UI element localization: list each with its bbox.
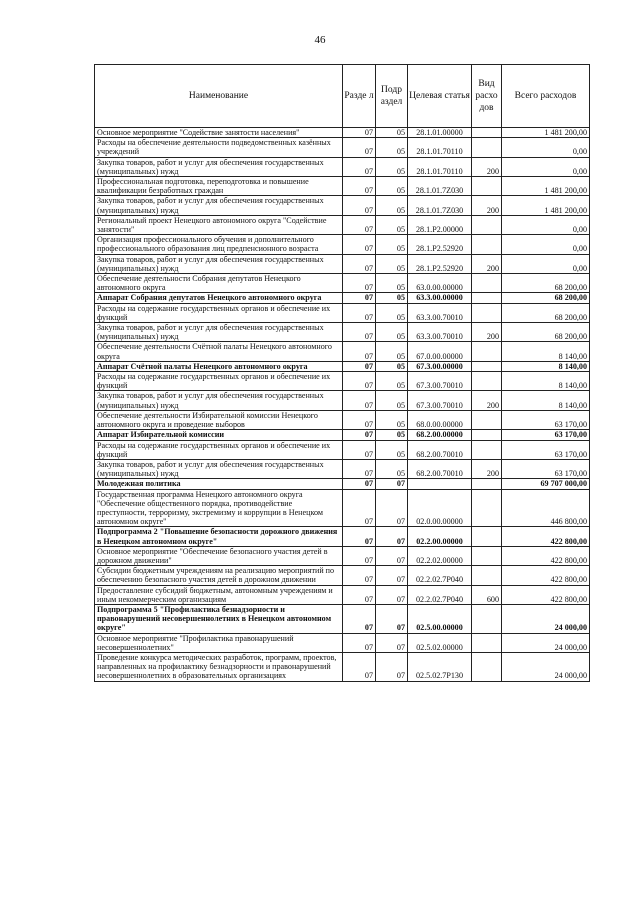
row-vid: 600 — [472, 585, 502, 604]
table-row — [95, 128, 590, 138]
row-celevaya: 28.1.01.7Z030 — [408, 177, 472, 196]
row-celevaya: 67.3.00.70010 — [408, 391, 472, 410]
row-name: Закупка товаров, работ и услуг для обеспечения государственных (муниципальных) нужд — [95, 157, 343, 176]
table-row — [95, 585, 590, 604]
row-vid — [472, 633, 502, 652]
row-name: Расходы на содержание государственных органов и обеспечение их функций — [95, 303, 343, 322]
row-celevaya: 28.1.01.7Z030 — [408, 196, 472, 215]
row-celevaya: 67.3.00.70010 — [408, 372, 472, 391]
table-row — [95, 215, 590, 234]
row-name: Региональный проект Ненецкого автономного округа "Содействие занятости" — [95, 215, 343, 234]
row-vid — [472, 430, 502, 440]
row-name: Основное мероприятие "Содействие занятости населения" — [95, 128, 343, 138]
row-celevaya: 63.3.00.70010 — [408, 303, 472, 322]
row-razdel: 07 — [343, 566, 376, 585]
row-celevaya: 67.0.00.00000 — [408, 342, 472, 361]
row-celevaya: 02.2.02.7P040 — [408, 566, 472, 585]
row-total: 24 000,00 — [502, 652, 590, 681]
row-vid — [472, 527, 502, 546]
row-celevaya: 68.0.00.00000 — [408, 410, 472, 429]
row-vid — [472, 274, 502, 293]
row-podrazdel: 07 — [376, 527, 408, 546]
row-celevaya: 28.1.01.70110 — [408, 138, 472, 157]
row-podrazdel: 05 — [376, 361, 408, 371]
row-celevaya: 28.1.01.00000 — [408, 128, 472, 138]
row-podrazdel: 05 — [376, 430, 408, 440]
row-vid — [472, 303, 502, 322]
row-razdel: 07 — [343, 459, 376, 478]
row-name: Аппарат Счётной палаты Ненецкого автономного округа — [95, 361, 343, 371]
header-name: Наименование — [95, 65, 343, 128]
row-razdel: 07 — [343, 235, 376, 254]
row-vid: 200 — [472, 157, 502, 176]
table-row — [95, 430, 590, 440]
table-row — [95, 342, 590, 361]
row-razdel: 07 — [343, 527, 376, 546]
row-razdel: 07 — [343, 440, 376, 459]
table-row — [95, 459, 590, 478]
header-celevaya: Целевая статья — [408, 65, 472, 128]
row-total: 63 170,00 — [502, 410, 590, 429]
row-name: Основное мероприятие "Профилактика правонарушений несовершеннолетних" — [95, 633, 343, 652]
table-header — [95, 65, 590, 128]
row-name: Обеспечение деятельности Счётной палаты Ненецкого автономного округа — [95, 342, 343, 361]
row-celevaya: 02.5.02.7P130 — [408, 652, 472, 681]
row-name: Закупка товаров, работ и услуг для обеспечения государственных (муниципальных) нужд — [95, 323, 343, 342]
row-razdel: 07 — [343, 215, 376, 234]
row-celevaya: 68.2.00.00000 — [408, 430, 472, 440]
row-total: 63 170,00 — [502, 459, 590, 478]
row-celevaya: 63.0.00.00000 — [408, 274, 472, 293]
table-row — [95, 546, 590, 565]
row-podrazdel: 05 — [376, 157, 408, 176]
row-vid — [472, 372, 502, 391]
row-name: Субсидии бюджетным учреждениям на реализацию мероприятий по обеспечению безопасного участия детей в дорожном движении — [95, 566, 343, 585]
row-total: 68 200,00 — [502, 323, 590, 342]
row-celevaya: 02.0.00.00000 — [408, 489, 472, 527]
row-podrazdel: 05 — [376, 303, 408, 322]
row-name: Расходы на содержание государственных органов и обеспечение их функций — [95, 440, 343, 459]
row-podrazdel: 05 — [376, 235, 408, 254]
table-row — [95, 566, 590, 585]
table-row — [95, 293, 590, 303]
row-podrazdel: 07 — [376, 652, 408, 681]
row-vid — [472, 138, 502, 157]
row-vid — [472, 128, 502, 138]
row-name: Профессиональная подготовка, переподготовка и повышение квалификации безработных граждан — [95, 177, 343, 196]
row-name: Аппарат Избирательной комиссии — [95, 430, 343, 440]
table-row — [95, 196, 590, 215]
row-name: Закупка товаров, работ и услуг для обеспечения государственных (муниципальных) нужд — [95, 196, 343, 215]
row-total: 24 000,00 — [502, 604, 590, 633]
row-name: Предоставление субсидий бюджетным, автономным учреждениям и иным некоммерческим организациям — [95, 585, 343, 604]
row-razdel: 07 — [343, 254, 376, 273]
table-row — [95, 254, 590, 273]
row-total: 68 200,00 — [502, 303, 590, 322]
row-podrazdel: 05 — [376, 459, 408, 478]
row-celevaya: 28.1.P2.52920 — [408, 235, 472, 254]
header-razdel: Разде л — [343, 65, 376, 128]
row-razdel: 07 — [343, 372, 376, 391]
row-celevaya: 63.3.00.70010 — [408, 323, 472, 342]
row-total: 0,00 — [502, 215, 590, 234]
row-razdel: 07 — [343, 342, 376, 361]
table-row — [95, 410, 590, 429]
row-celevaya: 02.5.02.00000 — [408, 633, 472, 652]
row-vid — [472, 342, 502, 361]
row-podrazdel: 07 — [376, 604, 408, 633]
row-vid — [472, 293, 502, 303]
row-vid: 200 — [472, 391, 502, 410]
row-vid: 200 — [472, 323, 502, 342]
row-razdel: 07 — [343, 546, 376, 565]
row-podrazdel: 05 — [376, 177, 408, 196]
row-total: 422 800,00 — [502, 566, 590, 585]
row-total: 1 481 200,00 — [502, 128, 590, 138]
row-total: 68 200,00 — [502, 293, 590, 303]
row-razdel: 07 — [343, 652, 376, 681]
row-podrazdel: 05 — [376, 440, 408, 459]
row-total: 63 170,00 — [502, 440, 590, 459]
row-razdel: 07 — [343, 391, 376, 410]
row-podrazdel: 05 — [376, 128, 408, 138]
row-razdel: 07 — [343, 479, 376, 489]
row-total: 69 707 000,00 — [502, 479, 590, 489]
table-row — [95, 235, 590, 254]
row-podrazdel: 05 — [376, 196, 408, 215]
row-razdel: 07 — [343, 138, 376, 157]
row-podrazdel: 05 — [376, 372, 408, 391]
row-total: 0,00 — [502, 235, 590, 254]
row-vid — [472, 546, 502, 565]
row-name: Подпрограмма 5 "Профилактика безнадзорности и правонарушений несовершеннолетних в Ненецком автономном округе" — [95, 604, 343, 633]
table-row — [95, 177, 590, 196]
row-celevaya — [408, 479, 472, 489]
row-vid — [472, 177, 502, 196]
row-name: Подпрограмма 2 "Повышение безопасности дорожного движения в Ненецком автономном округе" — [95, 527, 343, 546]
row-razdel: 07 — [343, 489, 376, 527]
row-podrazdel: 07 — [376, 546, 408, 565]
table-row — [95, 361, 590, 371]
row-vid — [472, 361, 502, 371]
row-celevaya: 63.3.00.00000 — [408, 293, 472, 303]
table-row — [95, 489, 590, 527]
row-celevaya: 28.1.01.70110 — [408, 157, 472, 176]
row-razdel: 07 — [343, 604, 376, 633]
row-name: Расходы на содержание государственных органов и обеспечение их функций — [95, 372, 343, 391]
row-name: Проведение конкурса методических разработок, программ, проектов, направленных на профилактику безнадзорности и правонарушений несовершеннолетних в образовательных организациях — [95, 652, 343, 681]
row-podrazdel: 05 — [376, 138, 408, 157]
row-vid: 200 — [472, 196, 502, 215]
row-name: Аппарат Собрания депутатов Ненецкого автономного округа — [95, 293, 343, 303]
table-row — [95, 274, 590, 293]
row-name: Организация профессионального обучения и дополнительного профессионального образования лиц предпенсионного возраста — [95, 235, 343, 254]
table-row — [95, 652, 590, 681]
row-podrazdel: 05 — [376, 215, 408, 234]
row-total: 8 140,00 — [502, 372, 590, 391]
row-vid — [472, 440, 502, 459]
row-celevaya: 02.2.02.00000 — [408, 546, 472, 565]
row-razdel: 07 — [343, 128, 376, 138]
row-total: 24 000,00 — [502, 633, 590, 652]
row-razdel: 07 — [343, 430, 376, 440]
row-vid — [472, 410, 502, 429]
header-total: Всего расходов — [502, 65, 590, 128]
page-number: 46 — [314, 34, 326, 46]
row-name: Обеспечение деятельности Избирательной комиссии Ненецкого автономного округа и проведение выборов — [95, 410, 343, 429]
table-row — [95, 479, 590, 489]
row-name: Закупка товаров, работ и услуг для обеспечения государственных (муниципальных) нужд — [95, 254, 343, 273]
row-podrazdel: 05 — [376, 254, 408, 273]
row-total: 0,00 — [502, 157, 590, 176]
row-total: 8 140,00 — [502, 391, 590, 410]
row-razdel: 07 — [343, 177, 376, 196]
table-row — [95, 527, 590, 546]
row-podrazdel: 05 — [376, 342, 408, 361]
row-total: 63 170,00 — [502, 430, 590, 440]
table-row — [95, 323, 590, 342]
row-total: 422 800,00 — [502, 585, 590, 604]
row-podrazdel: 07 — [376, 479, 408, 489]
row-podrazdel: 05 — [376, 391, 408, 410]
row-podrazdel: 05 — [376, 293, 408, 303]
row-celevaya: 02.5.00.00000 — [408, 604, 472, 633]
row-razdel: 07 — [343, 361, 376, 371]
row-razdel: 07 — [343, 157, 376, 176]
row-razdel: 07 — [343, 410, 376, 429]
header-podrazdel: Подр аздел — [376, 65, 408, 128]
row-total: 8 140,00 — [502, 342, 590, 361]
row-celevaya: 02.2.02.7P040 — [408, 585, 472, 604]
row-podrazdel: 07 — [376, 633, 408, 652]
row-total: 422 800,00 — [502, 546, 590, 565]
row-vid: 200 — [472, 254, 502, 273]
row-vid — [472, 489, 502, 527]
budget-table — [94, 64, 590, 682]
row-razdel: 07 — [343, 323, 376, 342]
table-row — [95, 391, 590, 410]
row-celevaya: 28.1.P2.52920 — [408, 254, 472, 273]
row-podrazdel: 07 — [376, 489, 408, 527]
row-name: Закупка товаров, работ и услуг для обеспечения государственных (муниципальных) нужд — [95, 459, 343, 478]
row-vid — [472, 235, 502, 254]
row-razdel: 07 — [343, 303, 376, 322]
row-total: 1 481 200,00 — [502, 177, 590, 196]
row-vid: 200 — [472, 459, 502, 478]
row-total: 8 140,00 — [502, 361, 590, 371]
row-celevaya: 28.1.P2.00000 — [408, 215, 472, 234]
table-row — [95, 633, 590, 652]
table-row — [95, 157, 590, 176]
table-body — [95, 128, 590, 682]
row-razdel: 07 — [343, 633, 376, 652]
row-vid — [472, 215, 502, 234]
row-razdel: 07 — [343, 293, 376, 303]
row-total: 0,00 — [502, 254, 590, 273]
table-row — [95, 372, 590, 391]
row-total: 1 481 200,00 — [502, 196, 590, 215]
row-podrazdel: 07 — [376, 566, 408, 585]
row-total: 422 800,00 — [502, 527, 590, 546]
row-celevaya: 68.2.00.70010 — [408, 459, 472, 478]
row-name: Основное мероприятие "Обеспечение безопасного участия детей в дорожном движении" — [95, 546, 343, 565]
row-name: Закупка товаров, работ и услуг для обеспечения государственных (муниципальных) нужд — [95, 391, 343, 410]
row-name: Государственная программа Ненецкого автономного округа "Обеспечение общественного порядка, противодействие преступности, терроризму, экстремизму и коррупции в Ненецком автономном округе" — [95, 489, 343, 527]
row-podrazdel: 05 — [376, 274, 408, 293]
header-vid: Вид расхо дов — [472, 65, 502, 128]
row-vid — [472, 652, 502, 681]
row-total: 0,00 — [502, 138, 590, 157]
row-podrazdel: 07 — [376, 585, 408, 604]
table-row — [95, 138, 590, 157]
row-name: Обеспечение деятельности Собрания депутатов Ненецкого автономного округа — [95, 274, 343, 293]
row-celevaya: 02.2.00.00000 — [408, 527, 472, 546]
row-razdel: 07 — [343, 274, 376, 293]
row-name: Расходы на обеспечение деятельности подведомственных казённых учреждений — [95, 138, 343, 157]
row-vid — [472, 479, 502, 489]
row-total: 68 200,00 — [502, 274, 590, 293]
row-celevaya: 68.2.00.70010 — [408, 440, 472, 459]
row-vid — [472, 566, 502, 585]
row-podrazdel: 05 — [376, 410, 408, 429]
row-podrazdel: 05 — [376, 323, 408, 342]
table-row — [95, 303, 590, 322]
table-row — [95, 440, 590, 459]
row-total: 446 800,00 — [502, 489, 590, 527]
row-razdel: 07 — [343, 196, 376, 215]
row-name: Молодежная политика — [95, 479, 343, 489]
table-row — [95, 604, 590, 633]
row-celevaya: 67.3.00.00000 — [408, 361, 472, 371]
row-razdel: 07 — [343, 585, 376, 604]
row-vid — [472, 604, 502, 633]
